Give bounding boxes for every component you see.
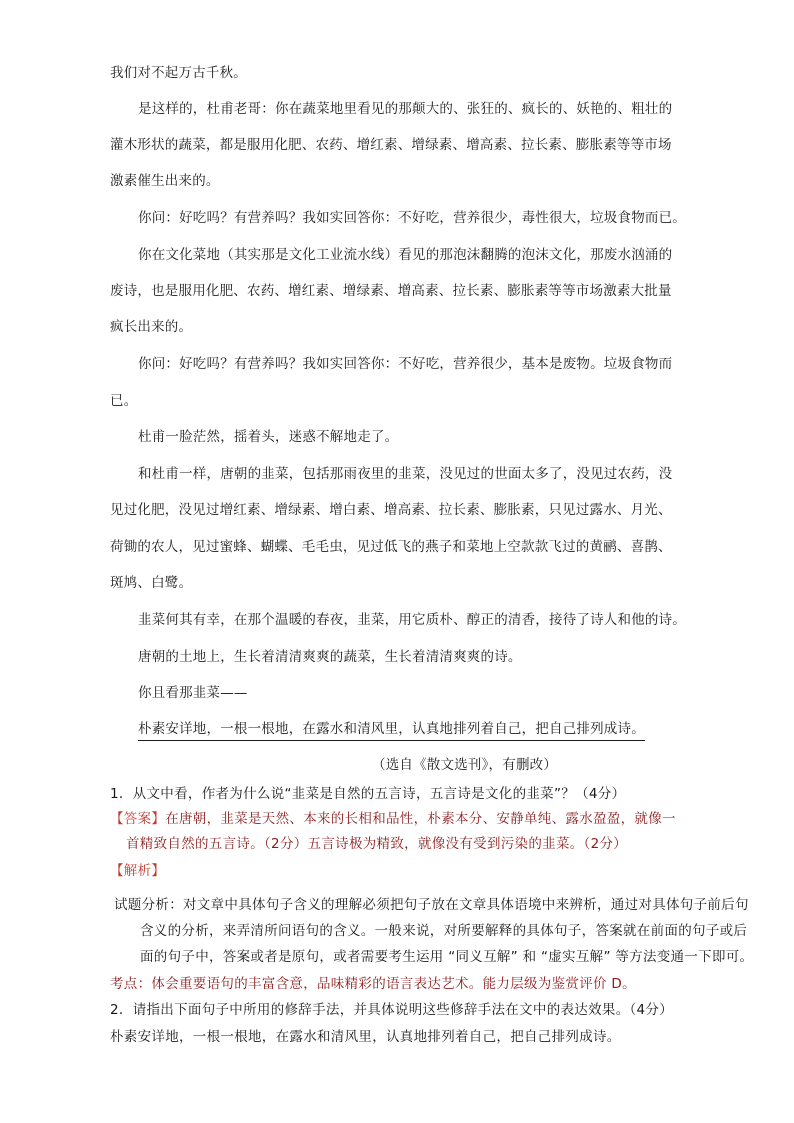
essay-line-19-underlined: 朴素安详地，一根一根地，在露水和清风里，认真地排列着自己，把自己排列成诗。: [138, 719, 645, 741]
essay-line-5: 你问：好吃吗？有营养吗？我如实回答你：不好吃，营养很少，毒性很大，垃圾食物而已。: [138, 210, 686, 226]
analysis-line-3: 面的句子中，答案或者是原句，或者需要考生运用 “同义互解” 和 “虚实互解” 等方法变通一下即可。: [140, 949, 754, 965]
essay-line-14: 荷锄的农人，见过蜜蜂、蝴蝶、毛毛虫，见过低飞的燕子和菜地上空款款飞过的黄鹂、喜鹊、: [110, 539, 672, 555]
kaodian-line: 考点：体会重要语句的丰富含意，品味精彩的语言表达艺术。能力层级为鉴赏评价 D。: [110, 976, 636, 992]
essay-line-12: 和杜甫一样，唐朝的韭菜，包括那雨夜里的韭菜，没见过的世面太多了，没见过农药，没: [138, 466, 673, 482]
essay-line-13: 见过化肥，没见过增红素、增绿素、增白素、增高素、拉长素、膨胀素，只见过露水、月光、: [110, 502, 672, 518]
answer-tag: 【答案】: [110, 811, 166, 827]
answer-text-line-1: 在唐朝，韭菜是天然、本来的长相和品性，朴素本分、安静单纯、露水盈盈，就像一: [165, 811, 676, 827]
essay-line-6: 你在文化菜地（其实那是文化工业流水线）看见的那泡沫翻腾的泡沫文化，那废水汹涌的: [138, 247, 673, 263]
essay-line-9: 你问：好吃吗？有营养吗？我如实回答你：不好吃，营养很少，基本是废物。垃圾食物而: [138, 356, 673, 372]
essay-line-16: 韭菜何其有幸，在那个温暖的春夜，韭菜，用它质朴、醇正的清香，接待了诗人和他的诗。: [138, 612, 686, 628]
analysis-line-2: 含义的分析，来弄清所问语句的含义。一般来说，对所要解释的具体句子，答案就在前面的句子或后: [140, 923, 748, 939]
essay-line-3: 灌木形状的蔬菜，都是服用化肥、农药、增红素、增绿素、增高素、拉长素、膨胀素等等市场: [110, 137, 672, 153]
essay-line-1: 我们对不起万古千秋。: [110, 65, 247, 81]
analysis-line-1: 试题分析：对文章中具体句子含义的理解必须把句子放在文章具体语境中来辨析，通过对具体句子前后句: [114, 897, 749, 913]
question-1-answer: [110, 809, 676, 829]
essay-line-2: 是这样的，杜甫老哥：你在蔬菜地里看见的那颠大的、张狂的、疯长的、妖艳的、粗壮的: [138, 101, 673, 117]
essay-line-8: 疯长出来的。: [110, 319, 193, 335]
essay-line-11: 杜甫一脸茫然，摇着头，迷惑不解地走了。: [138, 429, 399, 445]
essay-line-7: 废诗，也是服用化肥、农药、增红素、增绿素、增高素、拉长素、膨胀素等等市场激素大批量: [110, 283, 672, 299]
analysis-tag: 【解析】: [110, 863, 166, 879]
answer-text-line-2: 首精致自然的五言诗。（2分）五言诗极为精致，就像没有受到污染的韭菜。（2分）: [126, 836, 628, 852]
question-2-prompt: 2．请指出下面句子中所用的修辞手法，并具体说明这些修辞手法在文中的表达效果。（4分）: [110, 1002, 674, 1018]
essay-line-17: 唐朝的土地上，生长着清清爽爽的蔬菜，生长着清清爽爽的诗。: [138, 649, 522, 665]
question-1-prompt: 1．从文中看，作者为什么说“韭菜是自然的五言诗，五言诗是文化的韭菜”？（4分）: [110, 786, 626, 802]
essay-line-10: 已。: [110, 393, 138, 409]
essay-line-4: 激素催生出来的。: [110, 173, 220, 189]
essay-line-15: 斑鸠、白鹭。: [110, 575, 193, 591]
question-2-sentence: 朴素安详地，一根一根地，在露水和清风里，认真地排列着自己，把自己排列成诗。: [110, 1029, 621, 1045]
essay-line-18: 你且看那韭菜——: [138, 685, 248, 701]
essay-source: （选自《散文选刊》，有删改）: [372, 757, 558, 773]
